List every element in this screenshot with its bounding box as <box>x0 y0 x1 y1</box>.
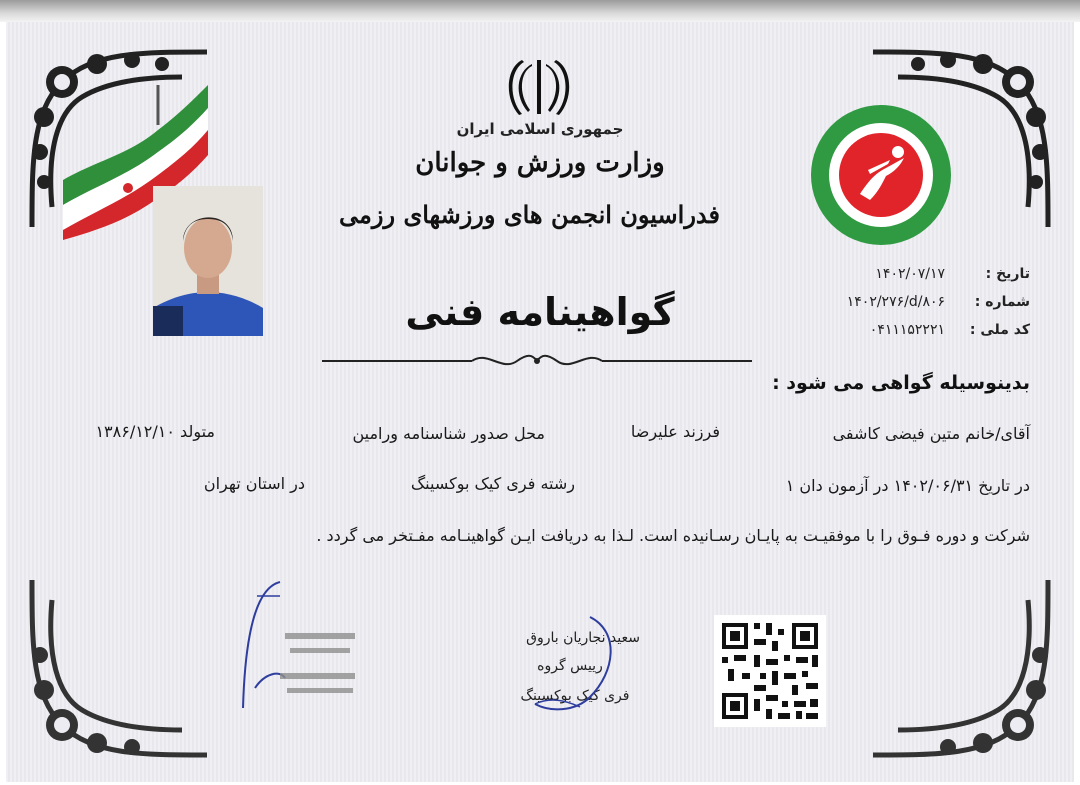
title-divider <box>322 350 752 372</box>
signatory-name: سعید نجاریان باروق <box>526 630 640 646</box>
date-label: تاریخ : <box>985 266 1030 282</box>
national-id-label: کد ملی : <box>969 322 1030 338</box>
federation-text: فدراسیون انجمن های ورزشهای رزمی <box>339 200 720 229</box>
date-value: ۱۴۰۲/۰۷/۱۷ <box>875 266 945 282</box>
signatory-group: فری کیک بوکسینگ <box>520 688 630 704</box>
number-label: شماره : <box>974 294 1030 310</box>
exam-info: در تاریخ ۱۴۰۲/۰۶/۳۱ در آزمون دان ۱ <box>785 476 1030 495</box>
iran-emblem-icon <box>506 58 572 118</box>
province-name: در استان تهران <box>203 474 305 493</box>
birth-date: متولد ۱۳۸۶/۱۲/۱۰ <box>95 422 215 441</box>
ministry-text: وزارت ورزش و جوانان <box>415 148 665 178</box>
holder-name: آقای/خانم متین فیضی کاشفی <box>832 424 1030 443</box>
field-name: رشته فری کیک بوکسینگ <box>410 474 575 493</box>
issue-place: محل صدور شناسنامه ورامین <box>352 424 545 443</box>
qr-code[interactable] <box>714 615 826 727</box>
signature-left <box>235 578 365 713</box>
national-id-value: ۰۴۱۱۱۵۲۲۲۱ <box>869 322 945 338</box>
completion-statement: شرکت و دوره فـوق را با موفقیـت به پایـان رسـانیده است. لـذا به دریافت ایـن گواهینـامه مفـتخر می گردد . <box>316 526 1030 545</box>
father-name: فرزند علیرضا <box>630 422 720 441</box>
ornament-corner-bottom-right <box>868 575 1058 765</box>
window-top-edge <box>0 0 1080 22</box>
number-value: ۱۴۰۲/۲۷۶/d/۸۰۶ <box>846 294 945 310</box>
ornament-corner-bottom-left <box>22 575 212 765</box>
intro-text: بدینوسیله گواهی می شود : <box>772 372 1030 394</box>
holder-photo <box>153 186 263 336</box>
republic-text: جمهوری اسلامی ایران <box>456 120 624 138</box>
federation-logo <box>808 102 954 248</box>
signature-right <box>520 612 625 722</box>
signatory-role: رییس گروه <box>537 658 603 674</box>
certificate-title: گواهینامه فنی <box>405 290 675 334</box>
